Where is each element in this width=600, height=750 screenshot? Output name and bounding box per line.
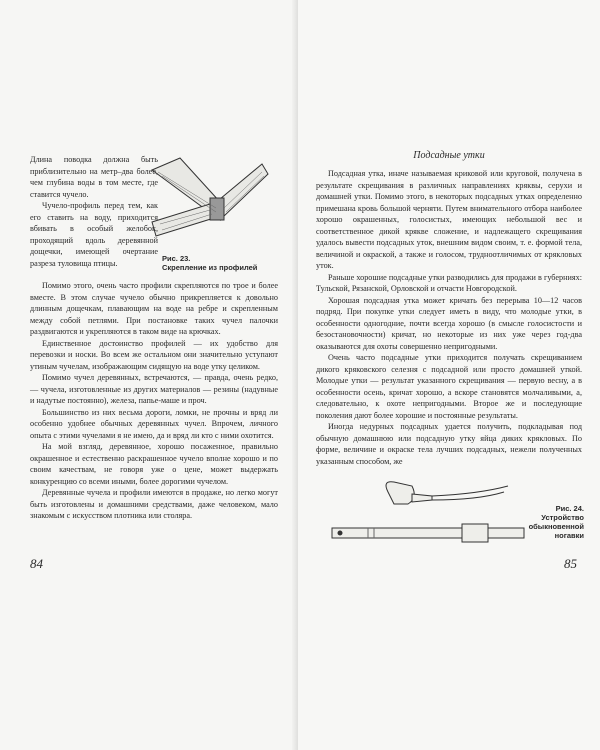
figure-24-illustration [328, 478, 528, 550]
figure-23-caption [162, 254, 272, 272]
left-paragraph-7: Деревянные чучела и профили имеются в продаже, но легко могут быть изготовлены и домашними средствами, даже человеком, мало знакомым с искусством плотника или столяра. [30, 488, 278, 520]
right-paragraph-2: Раньше хорошие подсадные утки разводились для продажи в губерниях: Тульской, Рязанской, Орловской и отчасти Новгородской. [316, 272, 582, 293]
leg-band [386, 482, 414, 504]
left-intro-paragraph: Длина поводка должна быть приблизительно на метр–два более, чем глубина воды в том месте, где ставится чучело. [30, 155, 158, 199]
left-page-number: 84 [30, 556, 43, 571]
left-paragraph-2: Помимо этого, очень часто профили скрепляются по трое и более вместе. В этом случае чучело обычно прикрепляется к довольно длинным дощечкам, плавающим на воде на ребре и скрепленным между собой петлями. При постановке таких чучел палочки раздвигаются и укрепляются в таком виде на крючках. [30, 281, 278, 336]
right-paragraph-1: Подсадная утка, иначе называемая криковой или круговой, получена в результате скрещивания в различных направлениях кряквы, серухи и домашней утки. Помимо этого, в некоторых подсадных утках определенно примешана кровь большой черняти. Путем внимательного отбора наиболее хорошо окрашенных, голосистых, имеющих небольшой вес и соответственное дикой крякве сложение, и надлежащего скрещивания удалось вывести подсадных уток, внешним видом своим, т. е. формой тела, величиной и окраской, а также и голосом, трудноотличимых от крякловых уток. [316, 169, 582, 270]
figure-23-illustration [150, 152, 270, 252]
figure-24-number: Рис. 24. [555, 504, 584, 513]
figure-24-caption [514, 504, 584, 540]
right-paragraph-4: Очень часто подсадные утки приходится получать скрещиванием дикого кряковского селезня с подсадной или просто домашней уткой. Молодые утки — результат указанного скрещивания — первую весну, а в особенности осень, кричат хорошо, а вскоре становятся молчаливыми, а, следовательно, к охоте непригодными. Второе же и последующие поколения дают более хорошие и постоянные результаты. [316, 353, 582, 420]
left-main-column [30, 280, 278, 522]
right-paragraph-3: Хорошая подсадная утка может кричать без перерыва 10—12 часов подряд. При покупке утки следует иметь в виду, что молодые утки, в особенности одногодние, почти всегда хорошо (в смысле голосистости и безостановочности) кричат, но некоторые из них уже через год-два оказываются для охоты совершенно непригодными. [316, 295, 582, 351]
right-paragraph-5: Иногда недурных подсадных удается получить, подкладывая под обычную домашнюю или подсадную утку яйца диких крякловых. По форме, величине и окраске тела лучших подсадных, нежели полученных указанным способом, же [316, 422, 582, 466]
right-page [298, 0, 600, 750]
left-page [0, 0, 298, 750]
right-page-heading: Подсадные утки [413, 150, 485, 161]
figure-23-number: Рис. 23. [162, 254, 191, 263]
right-page-number: 85 [564, 556, 577, 571]
left-paragraph-5: Большинство из них весьма дороги, ломки, не прочны и вряд ли особенно удобнее обычных деревянных чучел. Впрочем, личного опыта с этими чучелами я не имею, да и вряд ли кто с ними охотится. [30, 407, 278, 440]
left-paragraph-6: На мой взгляд, деревянное, хорошо посаженное, правильно окрашенное и естественно раскрашенное чучело вполне хорошо и по своим качествам, не говоря уже о цене, может выдержать конкуренцию со всеми иными, более дорогими чучелом. [30, 442, 278, 486]
figure-23-title: Скрепление из профилей [162, 263, 258, 272]
left-intro-column [30, 154, 158, 269]
band-strap [412, 494, 432, 502]
figure-24-title: Устройство обыкновенной ногавки [528, 513, 584, 540]
left-paragraph-3: Единственное достоинство профилей — их удобство для перевозки и носки. Во всем же остальном они значительно уступают утиным чучелам, изображающим сидящую на воде утку целиком. [30, 338, 278, 371]
hinge-joint [210, 198, 224, 220]
strip-end [462, 524, 488, 542]
profile-board-lower-left [152, 204, 214, 236]
left-paragraph-1: Чучело-профиль перед тем, как его ставить на воду, приходится вбивать в особый желобок, проходящий вдоль деревянной дощечки, имеющей очертание разреза туловища птицы. [30, 201, 158, 268]
left-paragraph-4: Помимо чучел деревянных, встречаются, — правда, очень редко, — чучела, изготовленные из других материалов — резины (надувные и надутые постоянно), железа, папье-маше и проч. [30, 373, 278, 405]
leather-strip [332, 528, 462, 538]
right-main-column [316, 168, 582, 467]
